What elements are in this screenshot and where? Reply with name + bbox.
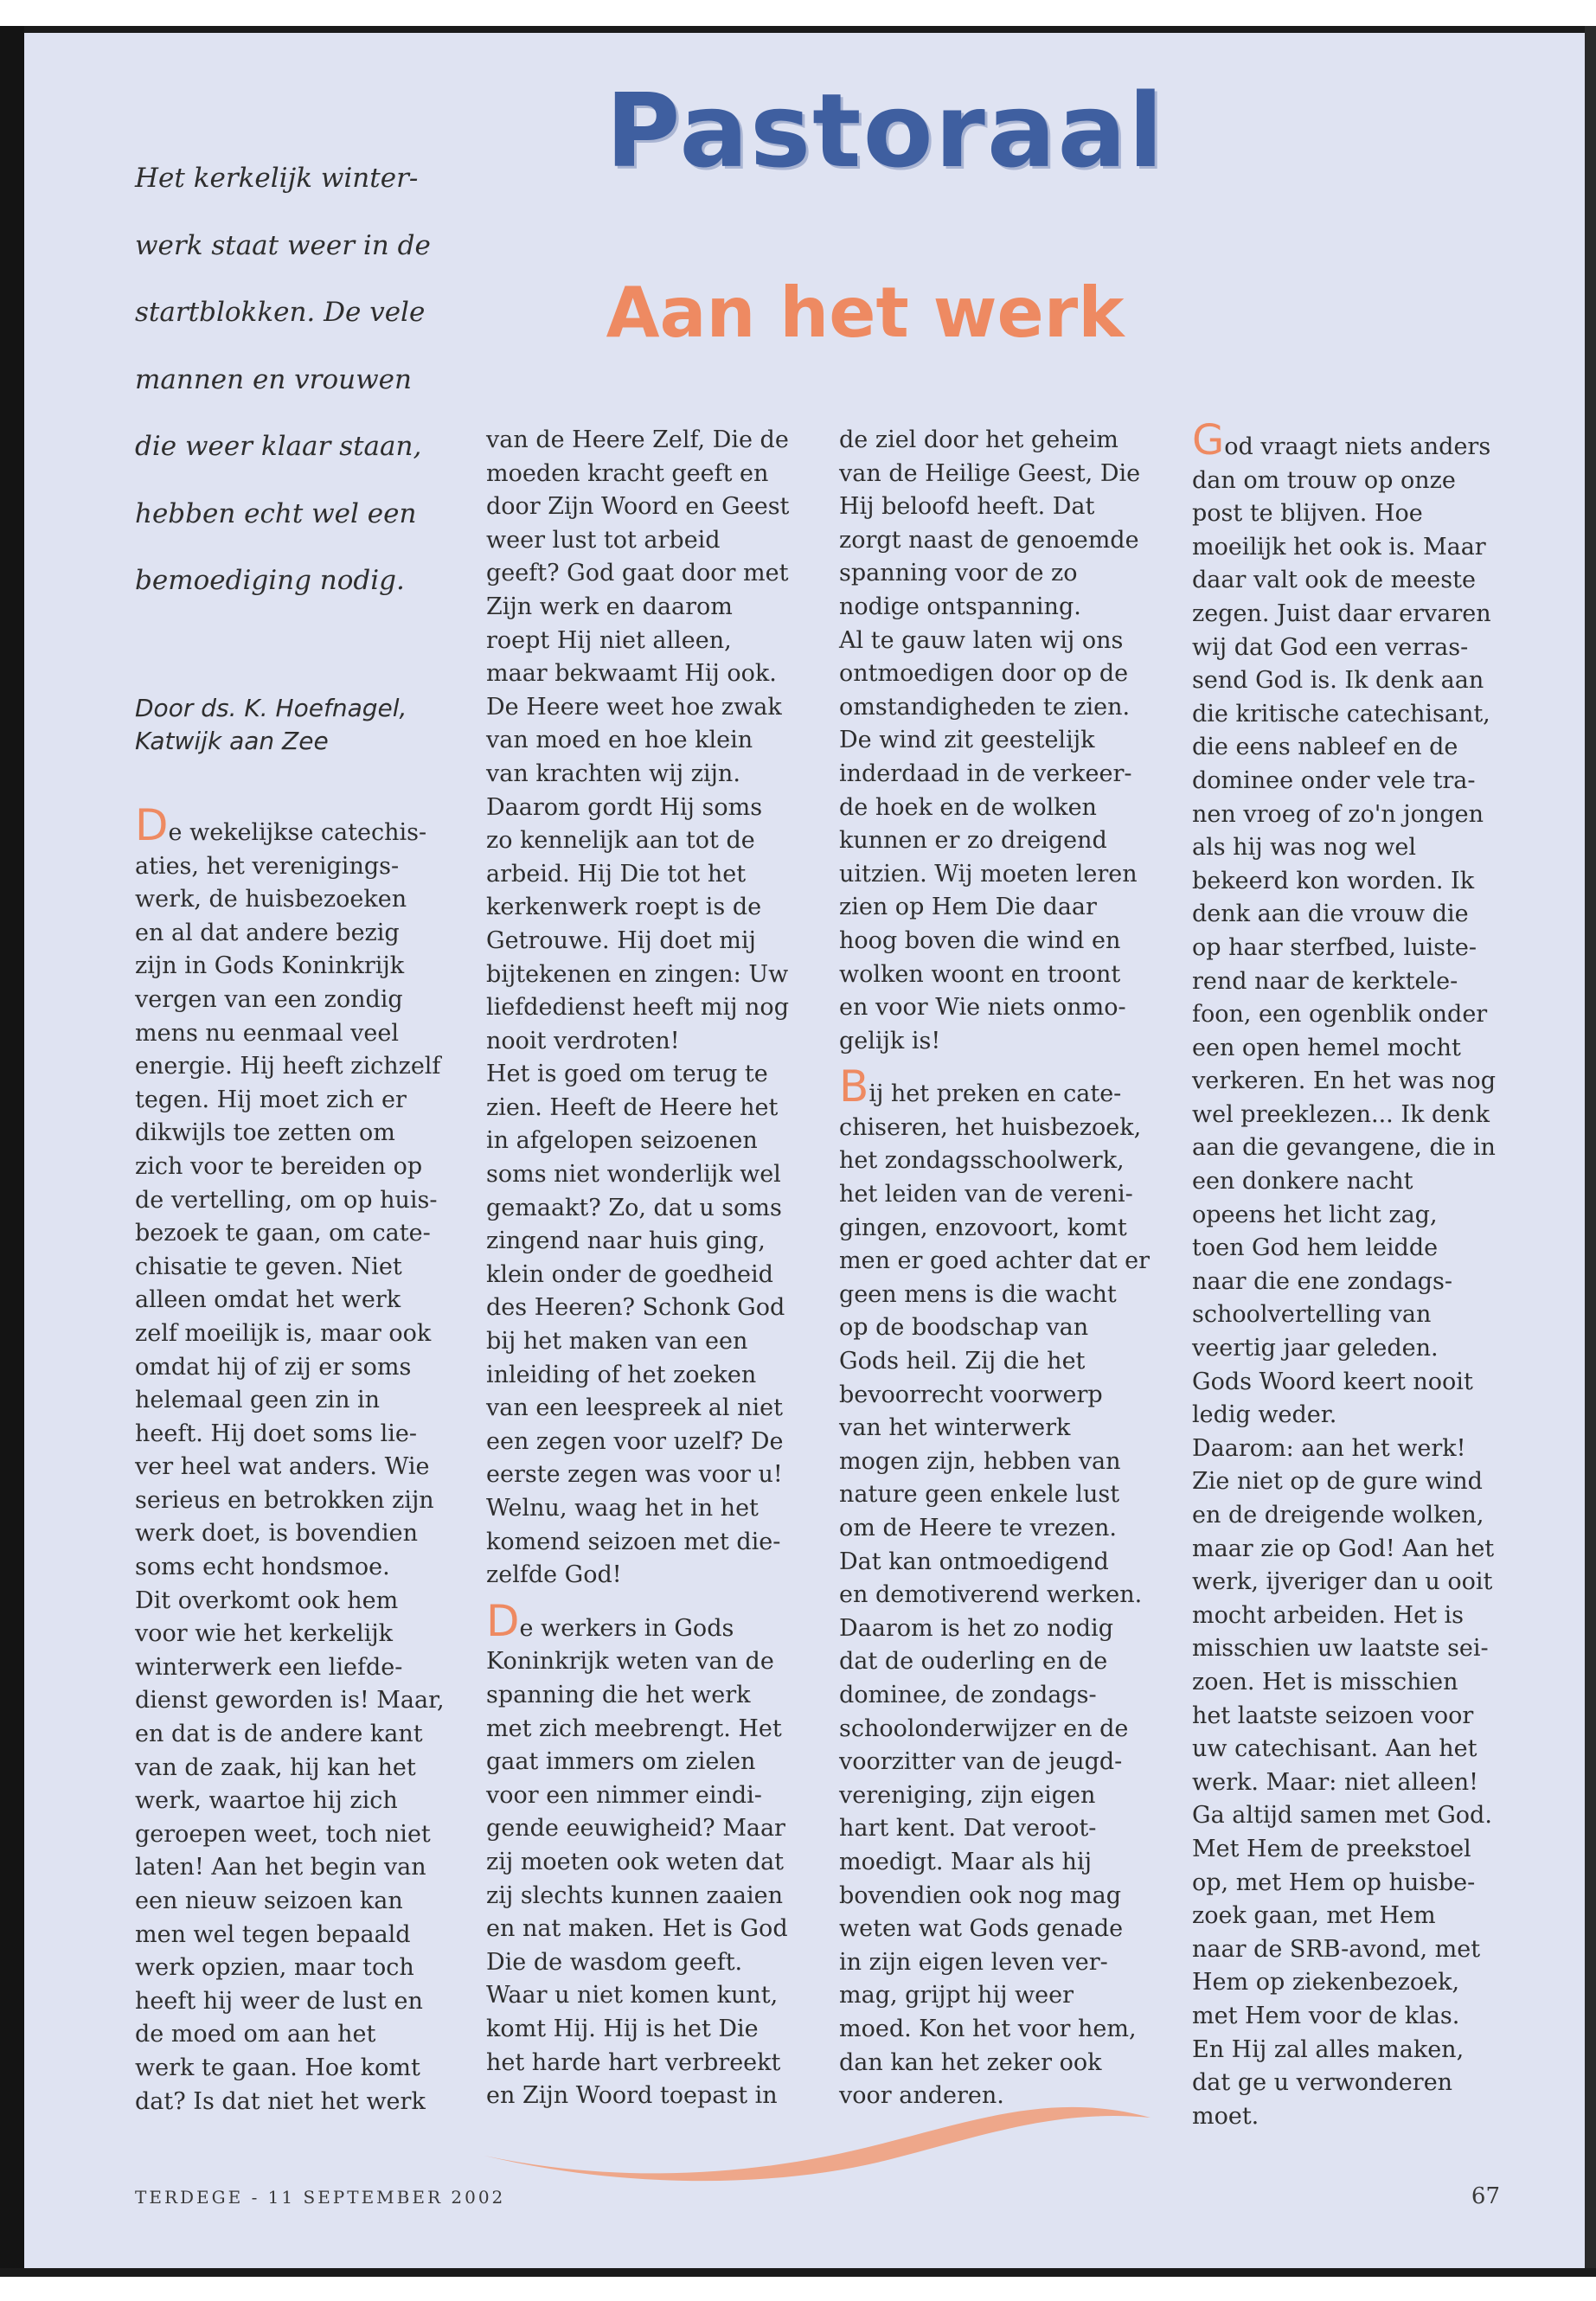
section-title: Pastoraal — [606, 71, 1165, 190]
text-line: dan kan het zeker ook — [839, 2048, 1102, 2076]
text-line: wolken woont en troont — [839, 960, 1121, 988]
text-line: aties, het verenigings- — [135, 852, 400, 880]
text-line: ledig weder. — [1192, 1401, 1337, 1429]
text-line: ver heel wat anders. Wie — [135, 1453, 430, 1481]
text-line: voorzitter van de jeugd- — [839, 1748, 1123, 1776]
text-line: rend naar de kerktele- — [1192, 967, 1458, 995]
text-line: dan om trouw op onze — [1192, 466, 1456, 494]
article-column-4 — [1192, 416, 1538, 2133]
text-line: bevoorrecht voorwerp — [839, 1381, 1103, 1408]
text-line: kunnen er zo dreigend — [839, 827, 1107, 855]
text-line: voor anderen. — [839, 2082, 1004, 2110]
text-line: gingen, enzovoort, komt — [839, 1214, 1127, 1241]
text-line: klein onder de goedheid — [486, 1260, 773, 1288]
text-line: en dat is de andere kant — [135, 1721, 423, 1748]
text-line: zo kennelijk aan tot de — [486, 827, 755, 855]
text-line: serieus en betrokken zijn — [135, 1486, 434, 1514]
text-line: De Heere weet hoe zwak — [486, 693, 782, 721]
text-line: Gods Woord keert nooit — [1192, 1368, 1473, 1395]
text-line: zich voor te bereiden op — [135, 1152, 423, 1180]
text-line: Getrouwe. Hij doet mij — [486, 926, 756, 954]
text-line: maar bekwaamt Hij ook. — [486, 660, 777, 688]
decorative-swoosh — [484, 2076, 1159, 2189]
text-line: Hij beloofd heeft. Dat — [839, 493, 1095, 521]
text-line: om de Heere te vrezen. — [839, 1515, 1117, 1541]
text-line: heeft hij weer de lust en — [135, 1987, 423, 2015]
intro-text — [135, 145, 481, 615]
text-line: Al te gauw laten wij ons — [839, 626, 1124, 654]
text-line: komend seizoen met die- — [486, 1528, 781, 1555]
text-line: weten wat Gods genade — [839, 1915, 1124, 1943]
text-line: Waar u niet komen kunt, — [486, 1982, 779, 2009]
text-line: die kritische catechisant, — [1192, 700, 1490, 727]
text-line: en nat maken. Het is God — [486, 1915, 788, 1943]
text-line: heeft. Hij doet soms lie- — [135, 1420, 417, 1447]
text-line: moed. Kon het voor hem, — [839, 2015, 1137, 2042]
text-line: Ga altijd samen met God. — [1192, 1802, 1492, 1830]
text-line: nooit verdroten! — [486, 1027, 680, 1054]
text-line: het leiden van de vereni- — [839, 1181, 1133, 1208]
text-line: dat ge u verwonderen — [1192, 2069, 1453, 2097]
text-line: een zegen voor uzelf? De — [486, 1427, 784, 1455]
text-line: van de Heere Zelf, Die de — [486, 426, 789, 453]
text-line: mens nu eenmaal veel — [135, 1019, 399, 1047]
text-line: bijtekenen en zingen: Uw — [486, 960, 789, 988]
text-line: De wind zit geestelijk — [839, 727, 1095, 754]
text-line: men wel tegen bepaald — [135, 1920, 411, 1948]
scan-border-left — [0, 26, 24, 2275]
text-line: opeens het licht zag, — [1192, 1201, 1438, 1228]
text-line: veertig jaar geleden. — [1192, 1335, 1439, 1362]
text-line: En Hij zal alles maken, — [1192, 2035, 1465, 2063]
text-line: misschien uw laatste sei- — [1192, 1635, 1489, 1663]
text-line: met Hem voor de klas. — [1192, 2002, 1460, 2029]
intro-line: Het kerkelijk winter- — [135, 163, 419, 194]
text-line: zoen. Het is misschien — [1192, 1668, 1458, 1695]
text-line: weer lust tot arbeid — [486, 526, 721, 554]
text-line: dat? Is dat niet het werk — [135, 2087, 426, 2115]
scan-border-right — [1585, 26, 1596, 2275]
text-line: mocht arbeiden. Het is — [1192, 1601, 1464, 1629]
text-line: Hem op ziekenbezoek, — [1192, 1969, 1460, 1997]
text-line: moeilijk het ook is. Maar — [1192, 533, 1486, 561]
text-line: laten! Aan het begin van — [135, 1854, 426, 1881]
text-line: op de boodschap van — [839, 1314, 1089, 1342]
text-line: werk, ijveriger dan u ooit — [1192, 1568, 1493, 1596]
text-line: foon, een ogenblik onder — [1192, 1001, 1488, 1029]
text-line: men er goed achter dat er — [839, 1247, 1151, 1275]
article-column-3 — [839, 424, 1185, 2113]
text-line: hart kent. Dat veroot- — [839, 1815, 1097, 1843]
text-line: als hij was nog wel — [1192, 834, 1417, 862]
text-line: bekeerd kon worden. Ik — [1192, 867, 1475, 894]
text-line: arbeid. Hij Die tot het — [486, 860, 747, 888]
text-line: voor een nimmer eindi- — [486, 1781, 762, 1809]
text-line: dienst geworden is! Maar, — [135, 1687, 445, 1715]
paragraph-gap — [486, 1593, 832, 1605]
text-line: door Zijn Woord en Geest — [486, 493, 790, 521]
text-line: toen God hem leidde — [1192, 1234, 1439, 1262]
text-line: de moed om aan het — [135, 2021, 376, 2048]
page-number: 67 — [1471, 2183, 1500, 2209]
intro-line: werk staat weer in de — [135, 229, 431, 261]
text-line: van moed en hoe klein — [486, 727, 753, 754]
text-line: bezoek te gaan, om cate- — [135, 1220, 431, 1247]
text-line: zelfde God! — [486, 1561, 622, 1589]
text-line: mogen zijn, hebben van — [839, 1447, 1121, 1475]
text-line: gende eeuwigheid? Maar — [486, 1815, 785, 1843]
text-line: werk. Maar: niet alleen! — [1192, 1768, 1478, 1796]
text-line: Dit overkomt ook hem — [135, 1586, 399, 1614]
text-line: werk, de huisbezoeken — [135, 886, 407, 913]
text-line: zorgt naast de genoemde — [839, 526, 1139, 554]
intro-line: bemoediging nodig. — [135, 565, 405, 596]
text-line: en Zijn Woord toepast in — [486, 2082, 778, 2110]
text-line: bij het maken van een — [486, 1328, 748, 1356]
text-line: gaat immers om zielen — [486, 1748, 756, 1776]
text-line: Daarom gordt Hij soms — [486, 793, 763, 821]
text-line — [486, 1595, 832, 1646]
text-line: send God is. Ik denk aan — [1192, 667, 1484, 695]
text-line: chiseren, het huisbezoek, — [839, 1113, 1142, 1141]
text-line: energie. Hij heeft zichzelf — [135, 1053, 441, 1080]
text-line: in afgelopen seizoenen — [486, 1127, 758, 1155]
text-line — [135, 800, 481, 850]
scan-border-top — [0, 26, 1596, 33]
text-line: spanning die het werk — [486, 1681, 751, 1708]
text-line: en al dat andere bezig — [135, 919, 400, 946]
text-line: vereniging, zijn eigen — [839, 1781, 1096, 1809]
text-line: maar zie op God! Aan het — [1192, 1535, 1495, 1562]
text-line: zoek gaan, met Hem — [1192, 1902, 1436, 1930]
text-line: daar valt ook de meeste — [1192, 567, 1476, 594]
text-line: uw catechisant. Aan het — [1192, 1735, 1477, 1763]
text-line: des Heeren? Schonk God — [486, 1294, 785, 1322]
text-line: nodige ontspanning. — [839, 593, 1081, 620]
text-line: werk doet, is bovendien — [135, 1520, 418, 1548]
text-line: bovendien ook nog mag — [839, 1881, 1121, 1909]
text-line: alleen omdat het werk — [135, 1286, 401, 1314]
publication-footer: TERDEGE - 11 SEPTEMBER 2002 — [135, 2187, 506, 2208]
text-line: een open hemel mocht — [1192, 1034, 1461, 1061]
text-line: eerste zegen was voor u! — [486, 1461, 783, 1489]
drop-cap: D — [486, 1595, 520, 1646]
text-line: nature geen enkele lust — [839, 1481, 1120, 1509]
text-line: inderdaad in de verkeer- — [839, 760, 1132, 787]
text-line: gelijk is! — [839, 1027, 941, 1054]
text-line: chisatie te geven. Niet — [135, 1253, 402, 1280]
drop-cap: B — [839, 1061, 869, 1112]
drop-cap: D — [135, 800, 169, 850]
text-line: Dat kan ontmoedigend — [839, 1548, 1109, 1575]
intro-line: mannen en vrouwen — [135, 363, 412, 395]
text-line: denk aan die vrouw die — [1192, 901, 1469, 928]
author-byline — [135, 692, 481, 758]
text-line: dikwijls toe zetten om — [135, 1119, 395, 1147]
text-line: het harde hart verbreekt — [486, 2048, 781, 2076]
text-line: van de zaak, hij kan het — [135, 1753, 416, 1781]
text-line: in zijn eigen leven ver- — [839, 1948, 1108, 1976]
text-line: werk te gaan. Hoe komt — [135, 2054, 420, 2081]
scan-border-bottom — [0, 2268, 1596, 2277]
text-line: omstandigheden te zien. — [839, 693, 1131, 721]
text-line: en demotiverend werken. — [839, 1581, 1143, 1609]
text-line: van een leespreek al niet — [486, 1394, 783, 1422]
text-line: dat de ouderling en de — [839, 1648, 1108, 1676]
text-line: de vertelling, om op huis- — [135, 1186, 438, 1214]
text-line: moeden kracht geeft en — [486, 459, 769, 487]
text-line: van de Heilige Geest, Die — [839, 459, 1141, 487]
text-line: met zich meebrengt. Het — [486, 1715, 782, 1742]
text-line: het laatste seizoen voor — [1192, 1702, 1474, 1729]
text-line: kerkenwerk roept is de — [486, 894, 762, 921]
text-line: tegen. Hij moet zich er — [135, 1086, 407, 1113]
text-line: van het winterwerk — [839, 1414, 1071, 1442]
text-line: post te blijven. Hoe — [1192, 500, 1423, 528]
text-line: en de dreigende wolken, — [1192, 1502, 1484, 1529]
text-line: op haar sterfbed, luiste- — [1192, 933, 1477, 961]
text-line: ontmoedigen door op de — [839, 660, 1129, 688]
text-line: Het is goed om terug te — [486, 1061, 768, 1088]
text-line: hoog boven die wind en — [839, 926, 1121, 954]
text-line: zingend naar huis ging, — [486, 1227, 766, 1255]
text-line: Die de wasdom geeft. — [486, 1948, 743, 1976]
text-line — [839, 1061, 1185, 1112]
text-line: dominee, de zondags- — [839, 1681, 1097, 1708]
text-line: aan die gevangene, die in — [1192, 1134, 1496, 1162]
text-line-rest: e werkers in Gods — [519, 1614, 734, 1642]
text-line: zien op Hem Die daar — [839, 894, 1097, 921]
text-line: een nieuw seizoen kan — [135, 1888, 403, 1914]
text-line: dominee onder vele tra- — [1192, 766, 1476, 794]
text-line: schoolvertelling van — [1192, 1301, 1432, 1329]
text-line: komt Hij. Hij is het Die — [486, 2015, 759, 2042]
text-line: roept Hij niet alleen, — [486, 626, 732, 654]
text-line: gemaakt? Zo, dat u soms — [486, 1194, 782, 1221]
text-line: mag, grijpt hij weer — [839, 1982, 1074, 2009]
intro-line: hebben echt wel een — [135, 497, 417, 529]
text-line: op, met Hem op huisbe- — [1192, 1868, 1476, 1896]
text-line-rest: od vraagt niets anders — [1224, 433, 1491, 460]
text-line: zegen. Juist daar ervaren — [1192, 599, 1491, 627]
text-line: zij slechts kunnen zaaien — [486, 1881, 783, 1909]
text-line: geen mens is die wacht — [839, 1280, 1117, 1308]
text-line: geroepen weet, toch niet — [135, 1820, 431, 1848]
text-line: Koninkrijk weten van de — [486, 1648, 774, 1676]
text-line: Gods heil. Zij die het — [839, 1348, 1086, 1375]
text-line: soms niet wonderlijk wel — [486, 1161, 781, 1189]
text-line-rest: e wekelijkse catechis- — [168, 819, 427, 846]
intro-line: die weer klaar staan, — [135, 431, 422, 462]
text-line: naar de SRB-avond, met — [1192, 1935, 1481, 1963]
drop-cap: G — [1192, 416, 1225, 465]
text-line: moedigt. Maar als hij — [839, 1848, 1092, 1875]
text-line: Daarom: aan het werk! — [1192, 1434, 1466, 1462]
text-line: winterwerk een liefde- — [135, 1653, 403, 1681]
text-line: geeft? God gaat door met — [486, 560, 789, 587]
article-title: Aan het werk — [606, 272, 1125, 353]
byline-line: Katwijk aan Zee — [135, 727, 329, 755]
text-line: naar die ene zondags- — [1192, 1267, 1452, 1295]
intro-line: startblokken. De vele — [135, 297, 426, 328]
text-line: wij dat God een verras- — [1192, 633, 1469, 661]
text-line: schoolonderwijzer en de — [839, 1715, 1129, 1742]
text-line: werk opzien, maar toch — [135, 1954, 414, 1982]
text-line: uitzien. Wij moeten leren — [839, 860, 1138, 888]
text-line: liefdedienst heeft mij nog — [486, 994, 789, 1022]
text-line: zelf moeilijk is, maar ook — [135, 1319, 432, 1347]
paragraph-gap — [839, 1058, 1185, 1070]
text-line: helemaal geen zin in — [135, 1387, 381, 1414]
article-column-2 — [486, 424, 832, 2113]
text-line: het zondagsschoolwerk, — [839, 1147, 1125, 1175]
text-line: de ziel door het geheim — [839, 426, 1118, 453]
text-line: vergen van een zondig — [135, 985, 403, 1013]
text-line: Welnu, waag het in het — [486, 1495, 759, 1522]
text-line: Zie niet op de gure wind — [1192, 1468, 1483, 1496]
text-line: de hoek en de wolken — [839, 793, 1097, 821]
text-line: soms echt hondsmoe. — [135, 1554, 390, 1581]
text-line: zijn in Gods Koninkrijk — [135, 952, 405, 980]
text-line: nen vroeg of zo'n jongen — [1192, 800, 1484, 828]
text-line: wel preeklezen... Ik denk — [1192, 1100, 1490, 1128]
text-line: en voor Wie niets onmo- — [839, 994, 1126, 1022]
text-line: voor wie het kerkelijk — [135, 1620, 393, 1648]
text-line: van krachten wij zijn. — [486, 760, 740, 787]
text-line: zij moeten ook weten dat — [486, 1848, 785, 1875]
text-line: inleiding of het zoeken — [486, 1361, 757, 1388]
text-line: Met Hem de preekstoel — [1192, 1835, 1471, 1862]
article-column-1 — [135, 800, 481, 2118]
text-line: moet. — [1192, 2102, 1259, 2130]
text-line: spanning voor de zo — [839, 560, 1078, 587]
text-line: zien. Heeft de Heere het — [486, 1093, 779, 1121]
text-line-rest: ij het preken en cate- — [869, 1080, 1122, 1108]
text-line: die eens nableef en de — [1192, 734, 1458, 761]
text-line — [1192, 416, 1538, 465]
text-line: werk, waartoe hij zich — [135, 1787, 398, 1815]
text-line: een donkere nacht — [1192, 1168, 1413, 1195]
text-line: omdat hij of zij er soms — [135, 1353, 412, 1381]
byline-line: Door ds. K. Hoefnagel, — [135, 694, 407, 722]
text-line: Daarom is het zo nodig — [839, 1614, 1113, 1642]
text-line: Zijn werk en daarom — [486, 593, 733, 620]
text-line: verkeren. En het was nog — [1192, 1067, 1496, 1095]
